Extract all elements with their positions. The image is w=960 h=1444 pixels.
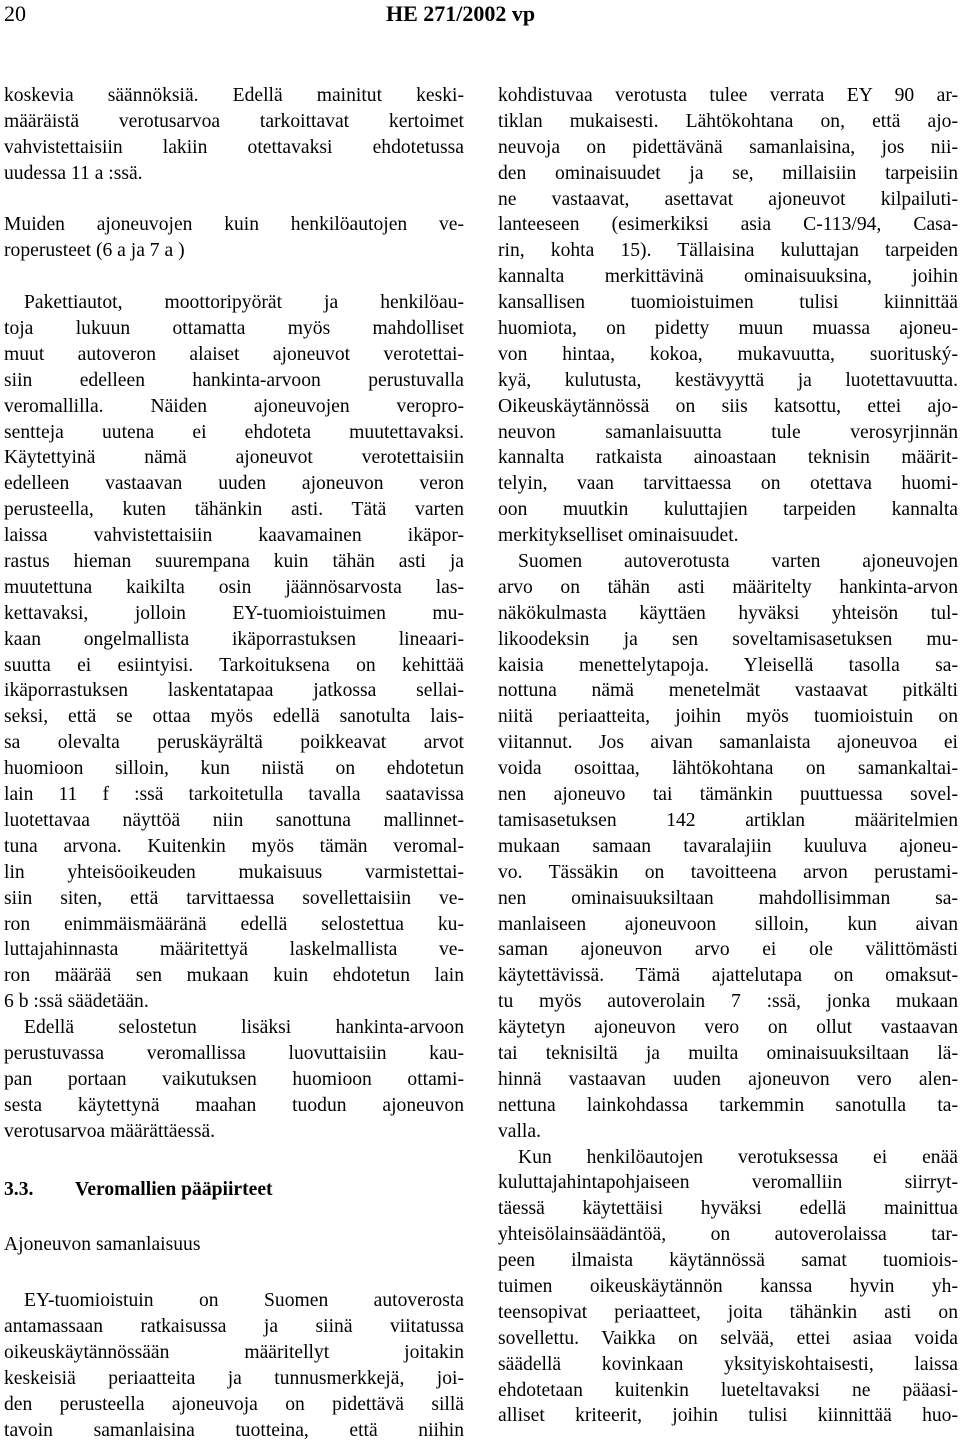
text-line: den ominaisuudet ja se, millaisiin tarpeisiin bbox=[498, 162, 958, 184]
text-line: yhteisölainsäädäntöä, on autoverolaissa tar- bbox=[498, 1224, 958, 1246]
section-title: Veromallien pääpiirteet bbox=[75, 1178, 273, 1200]
text-line: valla. bbox=[498, 1120, 541, 1142]
text-line: kohdistuvaa verotusta tulee verrata EY 90 ar- bbox=[498, 85, 958, 106]
text-line: tuimen oikeuskäytännön kanssa hyvin yh- bbox=[498, 1275, 958, 1297]
text-line: Pakettiautot, moottoripyörät ja henkilöau- bbox=[24, 292, 464, 314]
text-line: ne vastaavat, asettavat ajoneuvot kilpailuti- bbox=[498, 188, 958, 210]
text-line: vahvistettaisiin lakiin otettavaksi ehdotetussa bbox=[4, 136, 464, 158]
text-line: täessä käytettäisi hyväksi edellä mainittua bbox=[498, 1198, 958, 1220]
text-line: 6 b :ssä säädetään. bbox=[4, 991, 149, 1013]
text-line: muut autoveron alaiset ajoneuvot verotettai- bbox=[4, 343, 464, 365]
text-line: merkitykselliset ominaisuudet. bbox=[498, 525, 739, 547]
paragraph bbox=[4, 1288, 464, 1443]
text-line: manlaiseen ajoneuvoon silloin, kun aivan bbox=[498, 913, 958, 935]
text-line: EY-tuomioistuin on Suomen autoverosta bbox=[24, 1290, 464, 1312]
text-line: vo. Tässäkin on tavoitteena arvon perustami- bbox=[498, 861, 958, 883]
page-number: 20 bbox=[4, 1, 26, 26]
text-line: kansallisen tuomioistuimen tulisi kiinnittää bbox=[498, 292, 958, 314]
text-line: von hintaa, kokoa, mukavuutta, suorituský- bbox=[498, 343, 958, 365]
text-line: tuna arvona. Kuitenkin myös tämän veromal- bbox=[4, 835, 464, 857]
text-line: oikeuskäytännössään määritellyt joitakin bbox=[4, 1342, 464, 1364]
text-line: viitannut. Jos aivan samanlaista ajoneuvoa ei bbox=[498, 732, 958, 754]
text-line: suutta ei esiintyisi. Tarkoituksena on kehittää bbox=[4, 654, 464, 676]
paragraph bbox=[498, 549, 958, 1144]
text-line: seksi, että se ottaa myös edellä sanotulta lais- bbox=[4, 706, 464, 728]
paragraph bbox=[4, 290, 464, 1015]
text-line: kannalta merkittävinä ominaisuuksina, joihin bbox=[498, 266, 958, 288]
text-line: Kun henkilöautojen verotuksessa ei enää bbox=[518, 1146, 958, 1168]
text-line: tavoin samanlaisina tuotteina, että niihin bbox=[4, 1419, 464, 1441]
text-line: voida osoittaa, lähtökohtana on samankaltai- bbox=[498, 758, 958, 780]
text-line: veromallilla. Näiden ajoneuvojen veropro- bbox=[4, 395, 464, 417]
text-line: keskeisiä periaatteita ja tunnusmerkkejä, joi- bbox=[4, 1367, 464, 1389]
text-line: ron enimmäismääränä edellä selostettua ku- bbox=[4, 913, 464, 935]
text-line: kettavaksi, jolloin EY-tuomioistuimen mu- bbox=[4, 602, 464, 624]
text-line: laissa vahvistettaisiin kaavamainen ikäpor- bbox=[4, 525, 464, 547]
text-line: kannalta ratkaista ainoastaan teknisin määrit- bbox=[498, 447, 958, 469]
text-line: nettuna lainkohdassa tarkemmin sanotulla ta- bbox=[498, 1094, 958, 1116]
text-line: sovellettu. Vaikka on selvää, ettei asiaa voida bbox=[498, 1327, 958, 1349]
text-line: lain 11 f :ssä tarkoitetulla tavalla saatavissa bbox=[4, 784, 464, 806]
section-number: 3.3. bbox=[4, 1178, 34, 1200]
page-header bbox=[0, 0, 960, 34]
document-id: HE 271/2002 vp bbox=[386, 1, 536, 26]
paragraph bbox=[4, 1015, 464, 1144]
text-line: koskevia säännöksiä. Edellä mainitut keski- bbox=[4, 85, 464, 106]
text-line: sa olevalta peruskäyrältä poikkeavat arvot bbox=[4, 732, 464, 754]
paragraph-heading bbox=[4, 212, 464, 264]
text-line: toja lukuun ottamatta myös mahdolliset bbox=[4, 318, 464, 340]
text-line: määräistä verotusarvoa tarkoittavat kertoimet bbox=[4, 110, 464, 132]
text-line: telyin, vaan tarvittaessa on otettava huomi- bbox=[498, 473, 958, 495]
text-line: nen ajoneuvo tai tämänkin puuttuessa sovel- bbox=[498, 784, 958, 806]
text-line: Suomen autoverotusta varten ajoneuvojen bbox=[518, 551, 958, 573]
text-line: kaisia menettelytapoja. Yleisellä tasolla sa- bbox=[498, 654, 958, 676]
text-line: tiklan mukaisesti. Lähtökohtana on, että ajo- bbox=[498, 110, 958, 132]
text-line: alliset kriteerit, joihin tulisi kiinnittää huo- bbox=[498, 1405, 958, 1427]
text-line: tai teknisiltä ja muilta ominaisuuksiltaan lä- bbox=[498, 1042, 958, 1064]
text-line: antamassaan ratkaisussa ja siinä viitatussa bbox=[4, 1316, 464, 1338]
text-line: ron määrää sen mukaan kuin ehdotetun lain bbox=[4, 965, 464, 987]
text-line: mukaan samaan tavaralajiin kuuluva ajoneu- bbox=[498, 835, 958, 857]
text-line: neuvoja on pidettävänä samanlaisina, jos nii- bbox=[498, 136, 958, 158]
text-line: käytetyn ajoneuvon vero on ollut vastaavan bbox=[498, 1017, 958, 1039]
text-line: peen ilmaista käytännössä samat tuomiois- bbox=[498, 1250, 958, 1272]
text-line: neuvon samanlaisuutta tule verosyrjinnän bbox=[498, 421, 958, 443]
text-line: Oikeuskäytännössä on siis katsottu, ettei ajo- bbox=[498, 395, 958, 417]
text-line: luttajahinnasta määritettyä laskelmallista ve- bbox=[4, 939, 464, 961]
text-line: tamisasetuksen 142 artiklan määritelmien bbox=[498, 809, 958, 831]
text-line: rin, kohta 15). Tällaisina kuluttajan tarpeiden bbox=[498, 240, 958, 262]
text-line: kaan ongelmallista ikäporrastuksen lineaari- bbox=[4, 628, 464, 650]
text-line: nottuna nämä menetelmät vastaavat pitkälti bbox=[498, 680, 958, 702]
right-column bbox=[498, 83, 958, 1429]
text-line: siin edelleen hankinta-arvoon perustuvalla bbox=[4, 369, 464, 391]
text-line: lanteeseen (esimerkiksi asia C-113/94, Casa- bbox=[498, 214, 958, 236]
text-line: perusteella, kuten tähänkin asti. Tätä varten bbox=[4, 499, 464, 521]
text-line: hinnä vastaavan uuden ajoneuvon vero alen- bbox=[498, 1068, 958, 1090]
text-line: edelleen vastaavan uuden ajoneuvon veron bbox=[4, 473, 464, 495]
text-line: näkökulmasta käyttäen hyväksi yhteisön tul- bbox=[498, 602, 958, 624]
text-line: nen ominaisuuksiltaan mahdollisimman sa- bbox=[498, 887, 958, 909]
text-line: den perusteella ajoneuvoja on pidettävä sillä bbox=[4, 1393, 464, 1415]
text-line: siin siten, että tarvittaessa sovellettaisiin ve- bbox=[4, 887, 464, 909]
text-line: rastus hieman suurempana kuin tähän asti ja bbox=[4, 551, 464, 573]
paragraph bbox=[498, 83, 958, 549]
left-column bbox=[4, 83, 464, 1444]
text-line: huomioon silloin, kun niistä on ehdotetun bbox=[4, 758, 464, 780]
text-line: niitä periaatteita, joihin myös tuomioistuin on bbox=[498, 706, 958, 728]
text-line: sentteja uutena ei ehdoteta muutettavaksi. bbox=[4, 421, 464, 443]
text-line: saman ajoneuvon arvo ei ole välittömästi bbox=[498, 939, 958, 961]
text-line: teensopivat periaatteet, joita tähänkin asti on bbox=[498, 1301, 958, 1323]
text-line: roperusteet (6 a ja 7 a ) bbox=[4, 240, 185, 262]
text-line: Käytettyinä nämä ajoneuvot verotettaisiin bbox=[4, 447, 464, 469]
paragraph bbox=[4, 83, 464, 187]
text-line: pan portaan vaikutuksen huomioon ottami- bbox=[4, 1068, 464, 1090]
text-line: kuluttajahintapohjaiseen veromalliin siirryt- bbox=[498, 1172, 958, 1194]
text-line: luotettavaa näyttöä niin sanottuna mallinnet- bbox=[4, 809, 464, 831]
text-line: kyä, kulutusta, kestävyyttä ja luotettavuutta. bbox=[498, 369, 958, 391]
text-line: likoodeksin ja sen soveltamisasetuksen mu- bbox=[498, 628, 958, 650]
subheading: Ajoneuvon samanlaisuus bbox=[4, 1234, 201, 1256]
text-line: käytettävissä. Tämä ajattelutapa on omaksut- bbox=[498, 965, 958, 987]
text-line: säädellä kovinkaan yksityiskohtaisesti, laissa bbox=[498, 1353, 958, 1375]
text-line: Edellä selostetun lisäksi hankinta-arvoon bbox=[24, 1017, 464, 1039]
text-line: verotusarvoa määrättäessä. bbox=[4, 1120, 216, 1142]
text-line: perustuvassa veromallissa luovuttaisiin kau- bbox=[4, 1042, 464, 1064]
text-line: oon muutkin kuluttajien tarpeiden kannalta bbox=[498, 499, 958, 521]
text-line: Muiden ajoneuvojen kuin henkilöautojen ve- bbox=[4, 214, 464, 236]
text-line: sesta käytettynä maahan tuodun ajoneuvon bbox=[4, 1094, 464, 1116]
text-line: muutettuna kaikilta osin jäännösarvosta las- bbox=[4, 576, 464, 598]
paragraph bbox=[498, 1145, 958, 1430]
text-line: ikäporrastuksen laskentatapaa jatkossa sellai- bbox=[4, 680, 464, 702]
text-line: ehdotetaan kuitenkin lueteltavaksi ne pääasi- bbox=[498, 1379, 958, 1401]
text-line: uudessa 11 a :ssä. bbox=[4, 162, 143, 184]
text-line: arvo on tähän asti määritelty hankinta-arvon bbox=[498, 576, 958, 598]
text-line: tu myös autoverolain 7 :ssä, jonka mukaan bbox=[498, 991, 958, 1013]
text-line: huomiota, on pidetty muun muassa ajoneu- bbox=[498, 318, 958, 340]
text-line: lin yhteisöoikeuden mukaisuus varmistettai- bbox=[4, 861, 464, 883]
section-heading bbox=[4, 1177, 464, 1203]
